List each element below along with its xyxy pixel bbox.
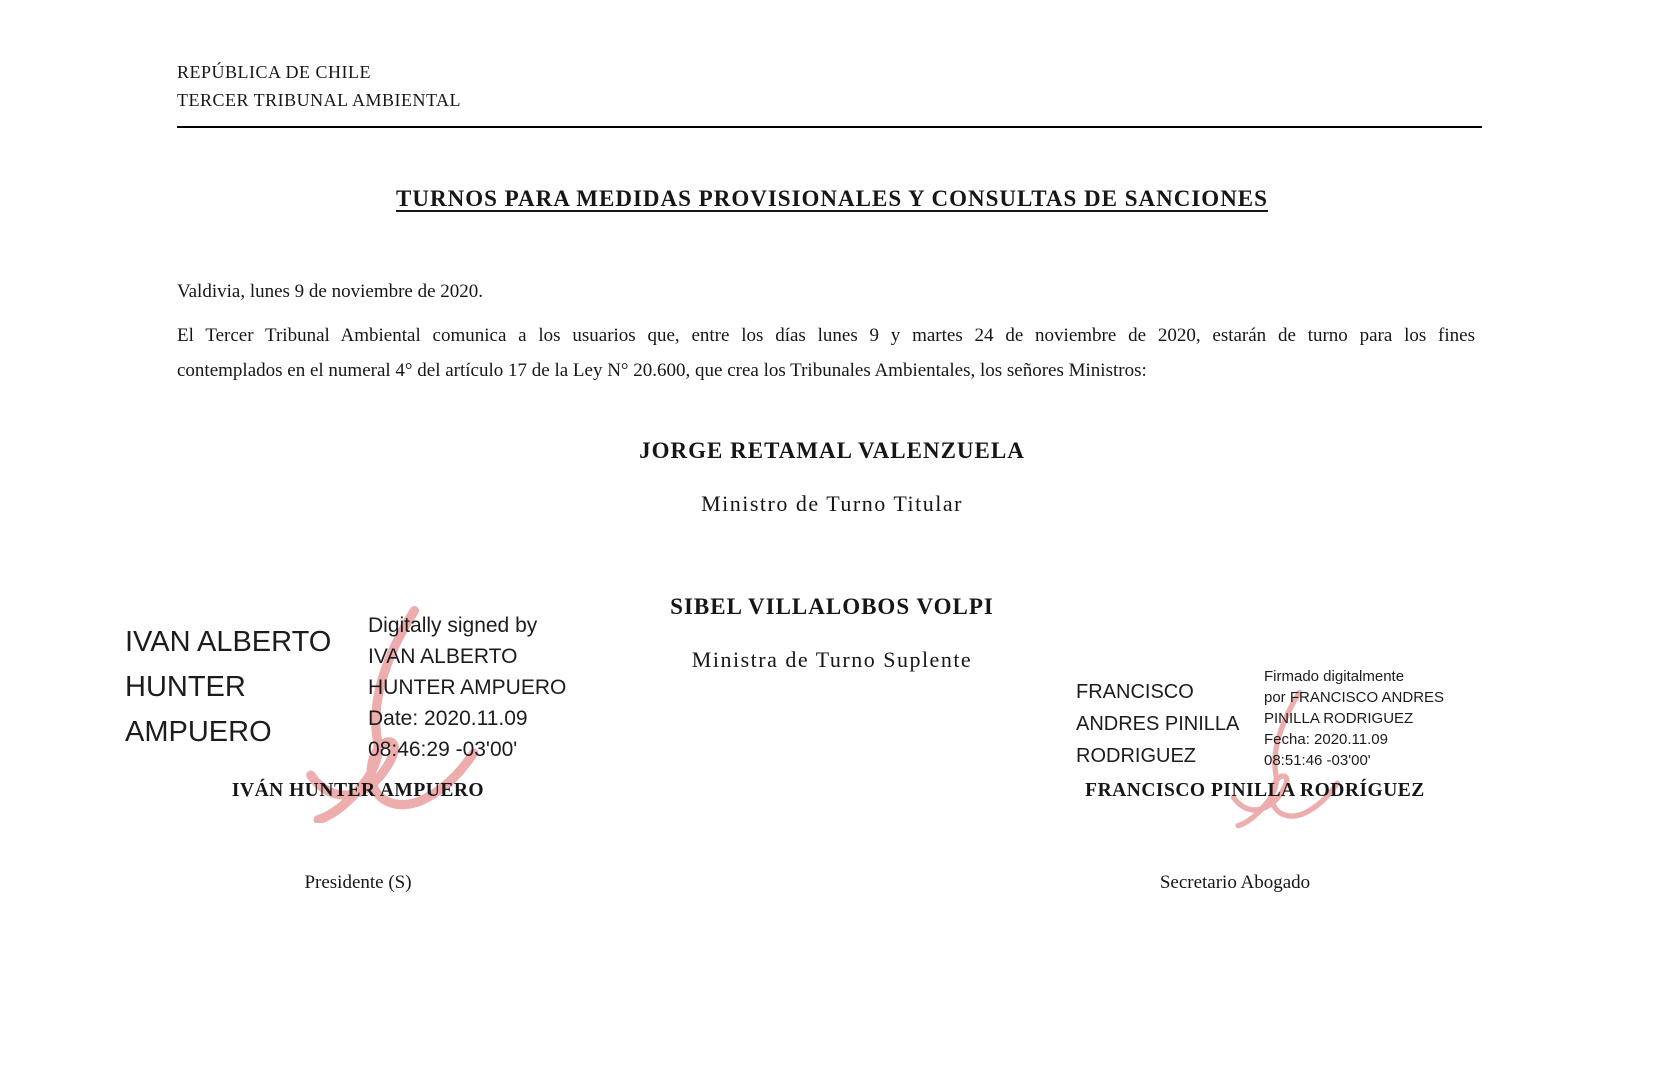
signature-stamp-name-left (125, 620, 331, 755)
header-divider (177, 126, 1482, 128)
stamp-detail-line: Firmado digitalmente (1264, 668, 1405, 685)
stamp-name-line: ANDRES PINILLA (1076, 713, 1240, 735)
stamp-detail-line: 08:46:29 -03'00' (368, 738, 518, 761)
stamp-detail-line: Fecha: 2020.11.09 (1264, 731, 1388, 748)
body-paragraph-line: contemplados en el numeral 4° del artículo 17 de la Ley N° 20.600, que crea los Tribunales Ambientales, los señores Ministros: (177, 359, 1147, 381)
body-paragraph (177, 319, 1475, 388)
body-paragraph-line: El Tercer Tribunal Ambiental comunica a los usuarios que, entre los días lunes 9 y martes 24 de noviembre de 2020, estarán de turno para los fines (177, 325, 1475, 346)
stamp-name-line: RODRIGUEZ (1076, 745, 1196, 767)
stamp-name-line: AMPUERO (125, 716, 272, 748)
stamp-detail-line: PINILLA RODRIGUEZ (1264, 710, 1414, 727)
signature-stamp-name-right (1076, 676, 1239, 772)
stamp-name-line: HUNTER (125, 671, 246, 703)
stamp-name-line: FRANCISCO (1076, 681, 1194, 703)
minister-name-titular: JORGE RETAMAL VALENZUELA (639, 438, 1025, 463)
signature-stamp-detail-right (1264, 666, 1444, 771)
signer-role-right: Secretario Abogado (1159, 872, 1311, 893)
letterhead-tribunal: TERCER TRIBUNAL AMBIENTAL (177, 90, 462, 110)
date-line: Valdivia, lunes 9 de noviembre de 2020. (177, 281, 484, 302)
stamp-name-line: IVAN ALBERTO (125, 626, 332, 658)
signer-name-left: IVÁN HUNTER AMPUERO (231, 780, 485, 801)
letterhead-republic: REPÚBLICA DE CHILE (177, 62, 372, 82)
signature-stamp-detail-left (368, 610, 566, 765)
document-title: TURNOS PARA MEDIDAS PROVISIONALES Y CONSULTAS DE SANCIONES (396, 186, 1268, 211)
stamp-detail-line: por FRANCISCO ANDRES (1264, 689, 1445, 706)
signer-name-right: FRANCISCO PINILLA RODRÍGUEZ (1085, 780, 1425, 801)
minister-name-suplente: SIBEL VILLALOBOS VOLPI (670, 594, 994, 619)
stamp-detail-line: 08:51:46 -03'00' (1264, 752, 1371, 769)
stamp-detail-line: Digitally signed by (368, 614, 538, 637)
minister-role-titular: Ministro de Turno Titular (701, 491, 963, 516)
stamp-detail-line: HUNTER AMPUERO (368, 676, 567, 699)
stamp-detail-line: IVAN ALBERTO (368, 645, 518, 668)
minister-role-suplente: Ministra de Turno Suplente (691, 647, 973, 672)
letterhead (177, 58, 461, 114)
signer-role-left: Presidente (S) (304, 872, 412, 893)
stamp-detail-line: Date: 2020.11.09 (368, 707, 528, 730)
